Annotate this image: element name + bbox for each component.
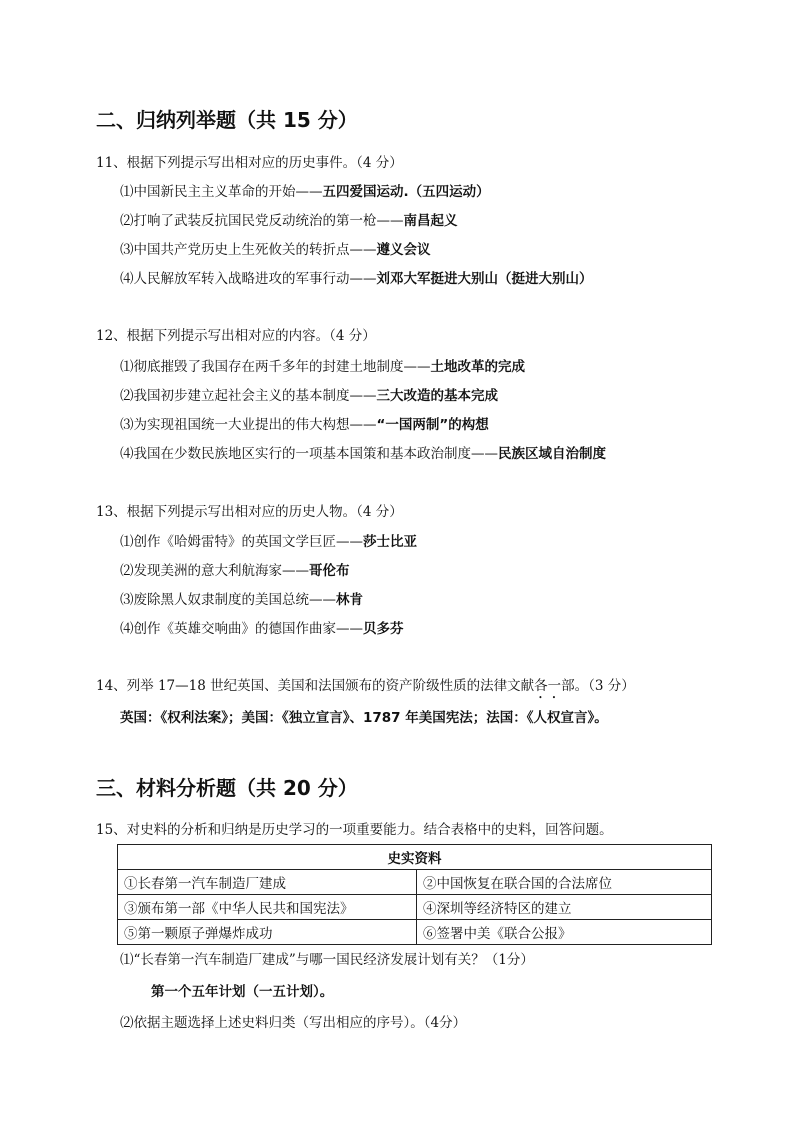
q11-item-2-prompt: ⑵打响了武装反抗国民党反动统治的第一枪—— <box>120 213 404 229</box>
question-14-stem <box>96 674 635 702</box>
q14-stem-before: 14、列举 17—18 世纪英国、美国和法国颁布的资产阶级性质的法律文献 <box>96 678 535 694</box>
q14-stem-emphasis: 各一 <box>534 678 562 694</box>
question-11-stem: 11、根据下列提示写出相对应的历史事件。（4 分） <box>96 155 403 171</box>
q11-item-1-answer: 五四爱国运动.（五四运动） <box>322 184 490 200</box>
table-header: 史实资料 <box>118 845 712 870</box>
q11-item-3 <box>120 238 431 258</box>
q15-sub-question-1: ⑴“长春第一汽车制造厂建成”与哪一国民经济发展计划有关？（1分） <box>120 952 534 968</box>
table-cell: ⑤第一颗原子弹爆炸成功 <box>118 920 417 945</box>
q12-item-4-answer: 民族区域自治制度 <box>498 446 606 462</box>
q13-item-3-answer: 林肯 <box>336 592 363 608</box>
q14-answer: 英国：《权利法案》；美国：《独立宣言》、1787 年美国宪法；法国：《人权宣言》。 <box>120 710 608 726</box>
q12-item-3-answer: “一国两制”的构想 <box>376 417 489 433</box>
q11-item-2 <box>120 209 458 229</box>
q13-item-4 <box>120 617 404 637</box>
section-title-3: 三、材料分析题（共 20 分） <box>96 776 358 800</box>
table-row <box>118 895 712 920</box>
q11-item-3-answer: 遵义会议 <box>376 242 431 258</box>
q15-sub-answer-1: 第一个五年计划（一五计划）。 <box>151 984 334 1000</box>
q13-item-4-prompt: ⑷创作《英雄交响曲》的德国作曲家—— <box>120 621 363 637</box>
question-15-stem: 15、对史料的分析和归纳是历史学习的一项重要能力。结合表格中的史料，回答问题。 <box>96 822 613 838</box>
q13-item-1-prompt: ⑴创作《哈姆雷特》的英国文学巨匠—— <box>120 534 363 550</box>
q12-item-3-prompt: ⑶为实现祖国统一大业提出的伟大构想—— <box>120 417 377 433</box>
q11-item-1 <box>120 180 490 200</box>
q11-item-1-prompt: ⑴中国新民主主义革命的开始—— <box>120 184 323 200</box>
q13-item-1 <box>120 530 417 550</box>
q12-item-2-prompt: ⑵我国初步建立起社会主义的基本制度—— <box>120 388 377 404</box>
q13-item-3 <box>120 588 363 608</box>
table-cell: ②中国恢复在联合国的合法席位 <box>417 870 712 895</box>
q12-item-4-prompt: ⑷我国在少数民族地区实行的一项基本国策和基本政治制度—— <box>120 446 498 462</box>
q11-item-4-answer: 刘邓大军挺进大别山（挺进大别山） <box>376 271 593 287</box>
q15-sub-question-2: ⑵依据主题选择上述史料归类（写出相应的序号）。（4分） <box>120 1015 467 1031</box>
q12-item-1-answer: 土地改革的完成 <box>430 359 525 375</box>
section-title-2: 二、归纳列举题（共 15 分） <box>96 108 358 132</box>
table-cell: ③颁布第一部《中华人民共和国宪法》 <box>118 895 417 920</box>
q11-item-4-prompt: ⑷人民解放军转入战略进攻的军事行动—— <box>120 271 377 287</box>
q13-item-1-answer: 莎士比亚 <box>363 534 417 550</box>
q14-stem-after: 部。（3 分） <box>561 678 635 694</box>
table-row <box>118 870 712 895</box>
q13-item-2-answer: 哥伦布 <box>309 563 350 579</box>
source-material-table <box>117 844 712 945</box>
q13-item-2 <box>120 559 350 579</box>
q12-item-4 <box>120 442 606 462</box>
q13-item-4-answer: 贝多芬 <box>363 621 404 637</box>
q13-item-2-prompt: ⑵发现美洲的意大利航海家—— <box>120 563 309 579</box>
question-13-stem: 13、根据下列提示写出相对应的历史人物。（4 分） <box>96 504 403 520</box>
q12-item-3 <box>120 413 489 433</box>
table-cell: ①长春第一汽车制造厂建成 <box>118 870 417 895</box>
table-cell: ⑥签署中美《联合公报》 <box>417 920 712 945</box>
q12-item-1 <box>120 355 525 375</box>
table-row <box>118 920 712 945</box>
question-12-stem: 12、根据下列提示写出相对应的内容。（4 分） <box>96 328 376 344</box>
q11-item-2-answer: 南昌起义 <box>403 213 458 229</box>
q11-item-4 <box>120 267 593 287</box>
q11-item-3-prompt: ⑶中国共产党历史上生死攸关的转折点—— <box>120 242 377 258</box>
q12-item-2-answer: 三大改造的基本完成 <box>376 388 498 404</box>
table-cell: ④深圳等经济特区的建立 <box>417 895 712 920</box>
q12-item-1-prompt: ⑴彻底摧毁了我国存在两千多年的封建土地制度—— <box>120 359 431 375</box>
q13-item-3-prompt: ⑶废除黑人奴隶制度的美国总统—— <box>120 592 336 608</box>
q12-item-2 <box>120 384 498 404</box>
